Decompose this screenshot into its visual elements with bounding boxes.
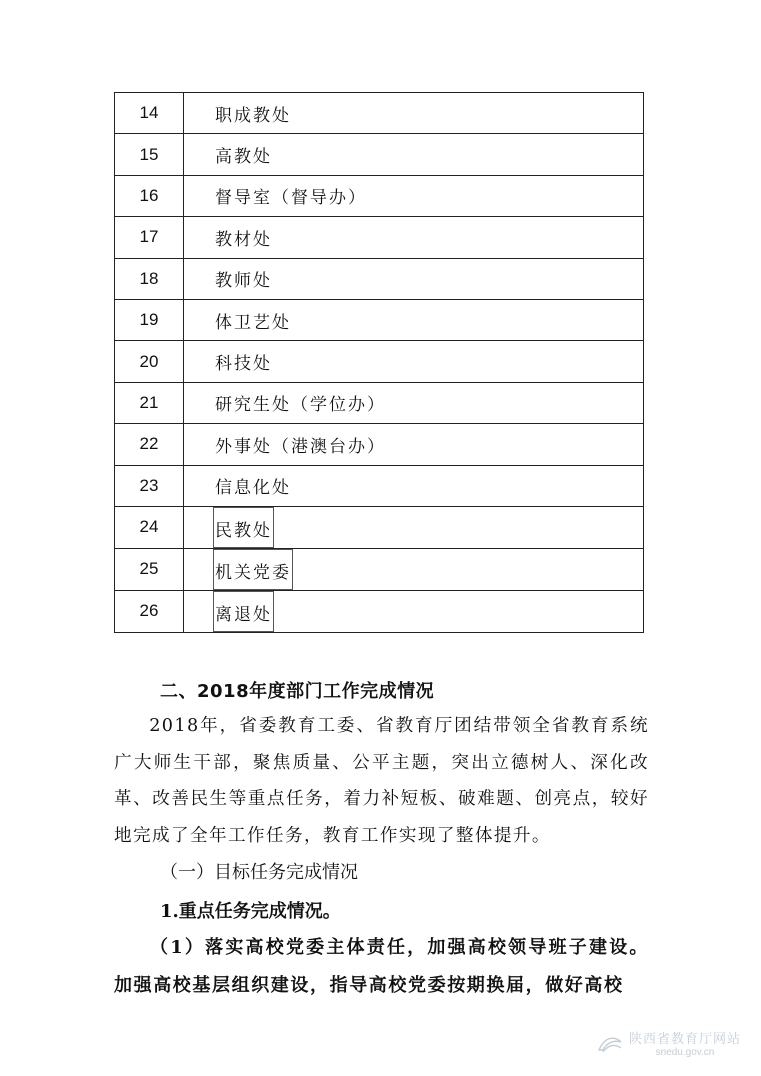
table-row [115, 590, 644, 632]
department-name-cell [184, 299, 644, 340]
department-name-cell [184, 134, 644, 175]
department-name: 离退处 [213, 591, 274, 632]
table-row [115, 424, 644, 465]
table-row [115, 217, 644, 258]
department-name-cell [184, 382, 644, 423]
watermark-title: 陕西省教育厅网站 [628, 1032, 741, 1047]
row-number: 22 [115, 424, 184, 465]
department-name-cell [184, 548, 644, 590]
department-name: 体卫艺处 [215, 312, 291, 333]
department-name-cell [184, 590, 644, 632]
table-row [115, 382, 644, 423]
department-name: 教材处 [215, 229, 272, 250]
department-name: 教师处 [215, 271, 272, 292]
row-number: 14 [115, 93, 184, 134]
sub-heading-key-tasks: 1.重点任务完成情况。 [160, 901, 341, 922]
department-table-body [115, 93, 644, 633]
row-number: 25 [115, 548, 184, 590]
row-number: 20 [115, 341, 184, 382]
table-row [115, 548, 644, 590]
department-name: 科技处 [215, 354, 272, 375]
department-name: 民教处 [213, 507, 274, 548]
row-number: 17 [115, 217, 184, 258]
sub-heading-targets: （一）目标任务完成情况 [160, 862, 358, 883]
department-name: 外事处（港澳台办） [215, 436, 386, 457]
department-table [114, 92, 644, 633]
row-number: 19 [115, 299, 184, 340]
department-name-cell [184, 258, 644, 299]
table-row [115, 134, 644, 175]
table-row [115, 341, 644, 382]
summary-paragraph: 2018年，省委教育工委、省教育厅团结带领全省教育系统广大师生干部，聚焦质量、公平主题，突出立德树人、深化改革、改善民生等重点任务，着力补短板、破难题、创亮点，较好地完成了全年工作任务，教育工作实现了整体提升。 [114, 716, 649, 847]
table-row [115, 299, 644, 340]
key-task-paragraph: （1）落实高校党委主体责任，加强高校领导班子建设。加强高校基层组织建设，指导高校党委按期换届，做好高校 [114, 937, 649, 996]
department-name-cell [184, 217, 644, 258]
watermark-text [629, 1028, 741, 1058]
row-number: 18 [115, 258, 184, 299]
row-number: 15 [115, 134, 184, 175]
department-name: 高教处 [215, 147, 272, 168]
department-name-cell [184, 424, 644, 465]
table-row [115, 465, 644, 506]
department-name-cell [184, 465, 644, 506]
department-name-cell [184, 506, 644, 548]
department-name: 信息化处 [215, 478, 291, 499]
row-number: 16 [115, 175, 184, 216]
row-number: 26 [115, 590, 184, 632]
department-name-cell [184, 341, 644, 382]
table-row [115, 506, 644, 548]
department-name-cell [184, 93, 644, 134]
department-name: 机关党委 [213, 549, 293, 590]
department-name: 职成教处 [215, 105, 291, 126]
department-name: 督导室（督导办） [215, 188, 367, 209]
watermark-logo-icon [597, 1032, 623, 1054]
site-watermark [597, 1028, 741, 1058]
table-row [115, 93, 644, 134]
watermark-url: snedu.gov.cn [655, 1047, 715, 1058]
table-row [115, 258, 644, 299]
table-row [115, 175, 644, 216]
section-heading: 二、2018年度部门工作完成情况 [160, 681, 435, 702]
row-number: 21 [115, 382, 184, 423]
department-name: 研究生处（学位办） [215, 395, 386, 416]
department-name-cell [184, 175, 644, 216]
row-number: 24 [115, 506, 184, 548]
row-number: 23 [115, 465, 184, 506]
